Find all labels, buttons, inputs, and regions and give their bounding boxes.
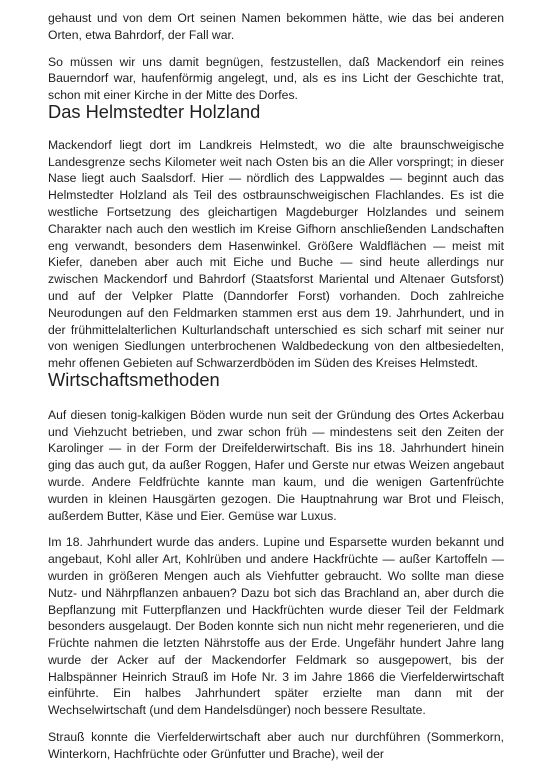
paragraph-intro-2: So müssen wir uns damit begnügen, festzustellen, daß Mackendorf ein reines Bauerndorf war, haufenförmig angelegt, und, als es ins Licht der Geschichte trat, schon mit einer Kirche in der Mitte des Dorfes. [48,54,504,103]
paragraph-intro-1: gehaust und von dem Ort seinen Namen bekommen hätte, wie das bei anderen Orten, etwa Bahrdorf, der Fall war. [48,11,504,42]
document-page [48,10,504,763]
section-heading-wirtschaftsmethoden: Wirtschaftsmethoden [48,368,220,390]
paragraph-wirtschaft-3: Strauß konnte die Vierfelderwirtschaft aber auch nur durchführen (Sommerkorn, Winterkorn, Hachfrüchte oder Grünfutter und Brache), weil der [48,730,504,761]
section-heading-holzland: Das Helmstedter Holzland [48,100,261,122]
paragraph-wirtschaft-1: Auf diesen tonig-kalkigen Böden wurde nun seit der Gründung des Ortes Ackerbau und Viehzucht betrieben, und zwar schon früh — mindestens seit den Zeiten der Karolinger — in der Form der Dreifelderwirtschaft. Bis ins 18. Jahrhundert hinein ging das auch gut, da außer Roggen, Hafer und Gerste nur etwas Weizen angebaut wurde. Andere Feldfrüchte kannte man kaum, und die wenigen Gartenfrüchte wurden in kleinen Hausgärten gezogen. Die Hauptnahrung war Brot und Fleisch, außerdem Butter, Käse und Eier. Gemüse war Luxus. [48,407,504,523]
paragraph-holzland-1: Mackendorf liegt dort im Landkreis Helmstedt, wo die alte braunschweigische Landesgrenze sechs Kilometer weit nach Osten bis an die Aller vorspringt; in dieser Nase liegt auch Saalsdorf. Hier — nördlich des Lappwaldes — beginnt auch das Helmstedter Holzland als Teil des ostbraunschweigischen Flachlandes. Es ist die westliche Fortsetzung des gleichartigen Magdeburger Holzlandes und seinem Charakter nach auch den westlich im Kreise Gifhorn anschließenden Landschaften eng verwandt, besonders dem Hasenwinkel. Größere Waldflächen — meist mit Kiefer, daneben aber auch mit Eiche und Buche — sind heute allerdings nur zwischen Mackendorf und Bahrdorf (Staatsforst Mariental und Altenaer Gutsforst) und auf der Velpker Platte (Danndorfer Forst) vorhanden. Doch zahlreiche Neurodungen auf den Feldmarken stammen erst aus dem 19. Jahrhundert, und in der frühmittelalterlichen Kulturlandschaft unterschied es sich scharf mit seiner nur von wenigen Siedlungen unterbrochenen Waldbedeckung von den altbesiedelten, mehr offenen Gebieten auf Schwarzerdböden im Süden des Kreises Helmstedt. [48,137,504,371]
paragraph-wirtschaft-2: Im 18. Jahrhundert wurde das anders. Lupine und Esparsette wurden bekannt und angebaut, Kohl aller Art, Kohlrüben und andere Hackfrüchte — außer Kartoffeln — wurden in größeren Mengen auch als Viehfutter gebraucht. Wo sollte man diese Nutz- und Nährpflanzen anbauen? Dazu bot sich das Brachland an, aber durch die Bepflanzung mit Futterpflanzen und Hackfrüchten wurde dieser Teil der Feldmark besonders ausgelaugt. Der Boden konnte sich nun nicht mehr regenerieren, und die Früchte nahmen die letzten Nährstoffe aus der Erde. Ungefähr hundert Jahre lang wurde der Acker auf der Mackendorfer Feldmark so ausgepowert, bis der Halbspänner Heinrich Strauß im Hofe Nr. 3 im Jahre 1866 die Vierfelderwirtschaft einführte. Ein halbes Jahrhundert später erzielte man dann mit der Wechselwirtschaft (und dem Handelsdünger) noch bessere Resultate. [48,535,504,718]
